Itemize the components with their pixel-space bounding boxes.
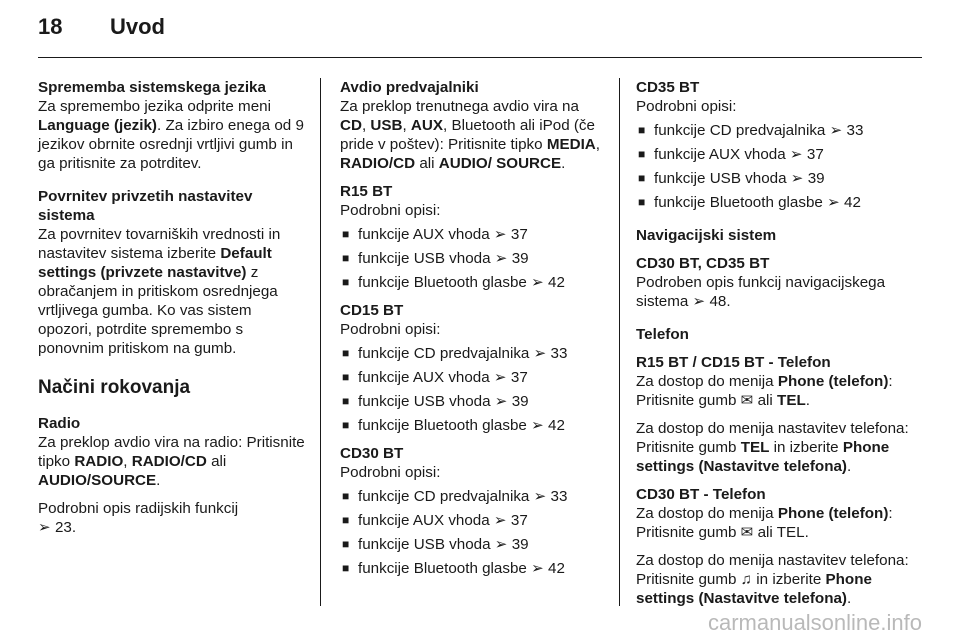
column-divider [619, 78, 620, 606]
list-item: ■ funkcije Bluetooth glasbe ➢ 42 [340, 416, 608, 435]
text: ali [419, 155, 435, 172]
lang-paragraph [38, 97, 306, 173]
cd35-list [636, 121, 916, 212]
list-item: ■ funkcije USB vhoda ➢ 39 [340, 249, 608, 268]
tel-heading: Telefon [636, 326, 689, 343]
key-name: CD [340, 117, 362, 134]
header-rule [38, 57, 922, 58]
nav-paragraph: Podroben opis funkcij navigacijskega sistema ➢ 48. [636, 274, 886, 310]
text: Za dostop do menija [636, 505, 774, 522]
r15-heading: R15 BT [340, 183, 393, 200]
tel2-settings-paragraph [636, 551, 916, 608]
nav-subheading: CD30 BT, CD35 BT [636, 255, 770, 272]
tel2-subheading: CD30 BT - Telefon [636, 486, 766, 503]
section-heading: Načini rokovanja [38, 377, 191, 398]
cd30-list [340, 487, 608, 578]
cd15-list [340, 344, 608, 435]
list-item: ■ funkcije USB vhoda ➢ 39 [636, 169, 916, 188]
cd15-heading: CD15 BT [340, 302, 404, 319]
text: Za preklop avdio vira na radio: Pritisnite tipko [38, 434, 305, 470]
text: Za preklop trenutnega avdio vira na [340, 98, 579, 115]
tel1-subheading: R15 BT / CD15 BT - Telefon [636, 354, 831, 371]
text: . [847, 590, 852, 607]
key-name: MEDIA [546, 136, 596, 153]
text: . [805, 392, 810, 409]
menu-name: Default settings (privzete nastavitve) [38, 245, 272, 281]
key-name: AUDIO/SOURCE [38, 472, 157, 489]
key-name: TEL [740, 439, 770, 456]
menu-name: Language (jezik) [38, 117, 157, 134]
key-name: RADIO [74, 453, 124, 470]
tel2-paragraph [636, 504, 916, 542]
text: Pritisnite gumb ✉ ali [636, 392, 773, 409]
list-item: ■ funkcije USB vhoda ➢ 39 [340, 392, 608, 411]
details-label: Podrobni opisi: [340, 321, 441, 338]
r15-list [340, 225, 608, 292]
text: , [123, 453, 128, 470]
text: . [156, 472, 161, 489]
text: in izberite [773, 439, 839, 456]
key-name: TEL [777, 392, 806, 409]
radio-paragraph [38, 433, 306, 490]
menu-name: Phone settings (Nastavitve telefona) [636, 439, 890, 475]
list-item: ■ funkcije AUX vhoda ➢ 37 [636, 145, 916, 164]
tel1-paragraph [636, 372, 916, 410]
key-name: AUDIO/ SOURCE [438, 155, 562, 172]
list-item: ■ funkcije Bluetooth glasbe ➢ 42 [340, 559, 608, 578]
text: Pritisnite gumb ✉ ali TEL. [636, 524, 809, 541]
key-name: AUX [410, 117, 443, 134]
cd30-heading: CD30 BT [340, 445, 404, 462]
text: Za dostop do menija nastavitev telefona: Pritisnite gumb [636, 420, 909, 456]
key-name: USB [370, 117, 403, 134]
menu-name: Phone settings (Nastavitve telefona) [636, 571, 872, 607]
text: Podrobni opis radijskih funkcij [38, 500, 239, 517]
text: , Bluetooth ali iPod (če pride v poštev): Pritisnite tipko [340, 117, 595, 153]
page-number: 18 [38, 14, 63, 39]
text: Za spremembo jezika odprite meni [38, 98, 271, 115]
page-header [38, 14, 165, 40]
details-label: Podrobni opisi: [340, 202, 441, 219]
key-name: RADIO/CD [131, 453, 207, 470]
text: Za dostop do menija nastavitev telefona: Pritisnite gumb ♫ in izberite [636, 552, 909, 588]
text: Za povrnitev tovarniških vrednosti in nastavitev sistema izberite [38, 226, 281, 262]
page-reference: ➢ 23. [38, 519, 77, 536]
text: : [888, 373, 893, 390]
watermark: carmanualsonline.info [707, 610, 922, 635]
lang-heading: Sprememba sistemskega jezika [38, 79, 266, 96]
radio-heading: Radio [38, 415, 81, 432]
details-label: Podrobni opisi: [636, 98, 737, 115]
details-label: Podrobni opisi: [340, 464, 441, 481]
cd35-heading: CD35 BT [636, 79, 700, 96]
list-item: ■ funkcije USB vhoda ➢ 39 [340, 535, 608, 554]
audio-paragraph: Za preklop trenutnega avdio vira na CD, USB, AUX, Bluetooth ali iPod (če pride v poštev): Pritisnite tipko MEDIA, RADIO/CD ali AUDIO/ SOURCE. [340, 98, 600, 172]
column-2 [340, 78, 608, 578]
list-item: ■ funkcije AUX vhoda ➢ 37 [340, 368, 608, 387]
text: . [847, 458, 852, 475]
audio-heading: Avdio predvajalniki [340, 79, 479, 96]
list-item: ■ funkcije CD predvajalnika ➢ 33 [340, 344, 608, 363]
text: : [888, 505, 893, 522]
column-3 [636, 78, 916, 608]
key-name: RADIO/CD [340, 155, 416, 172]
text: ali [211, 453, 227, 470]
page-title: Uvod [110, 14, 165, 39]
list-item: ■ funkcije AUX vhoda ➢ 37 [340, 225, 608, 244]
column-1 [38, 78, 306, 537]
text: . Za izbiro enega od 9 jezikov obrnite osrednji vrtljivi gumb in ga pritisnite za potrditev. [38, 117, 304, 172]
radio-ref-paragraph [38, 499, 306, 537]
text: Za dostop do menija [636, 373, 774, 390]
text: z obračanjem in pritiskom osrednjega vrtljivega gumba. Ko vas sistem opozori, potrdite spremembo s ponovnim pritiskom na gumb. [38, 264, 278, 357]
column-divider [320, 78, 321, 606]
list-item: ■ funkcije Bluetooth glasbe ➢ 42 [340, 273, 608, 292]
text: . [561, 155, 566, 172]
reset-paragraph [38, 225, 306, 358]
nav-heading: Navigacijski sistem [636, 227, 777, 244]
menu-name: Phone (telefon) [777, 373, 889, 390]
menu-name: Phone (telefon) [777, 505, 889, 522]
reset-heading: Povrnitev privzetih nastavitev sistema [38, 188, 253, 224]
list-item: ■ funkcije AUX vhoda ➢ 37 [340, 511, 608, 530]
list-item: ■ funkcije CD predvajalnika ➢ 33 [340, 487, 608, 506]
list-item: ■ funkcije Bluetooth glasbe ➢ 42 [636, 193, 916, 212]
tel1-settings-paragraph [636, 419, 916, 476]
list-item: ■ funkcije CD predvajalnika ➢ 33 [636, 121, 916, 140]
